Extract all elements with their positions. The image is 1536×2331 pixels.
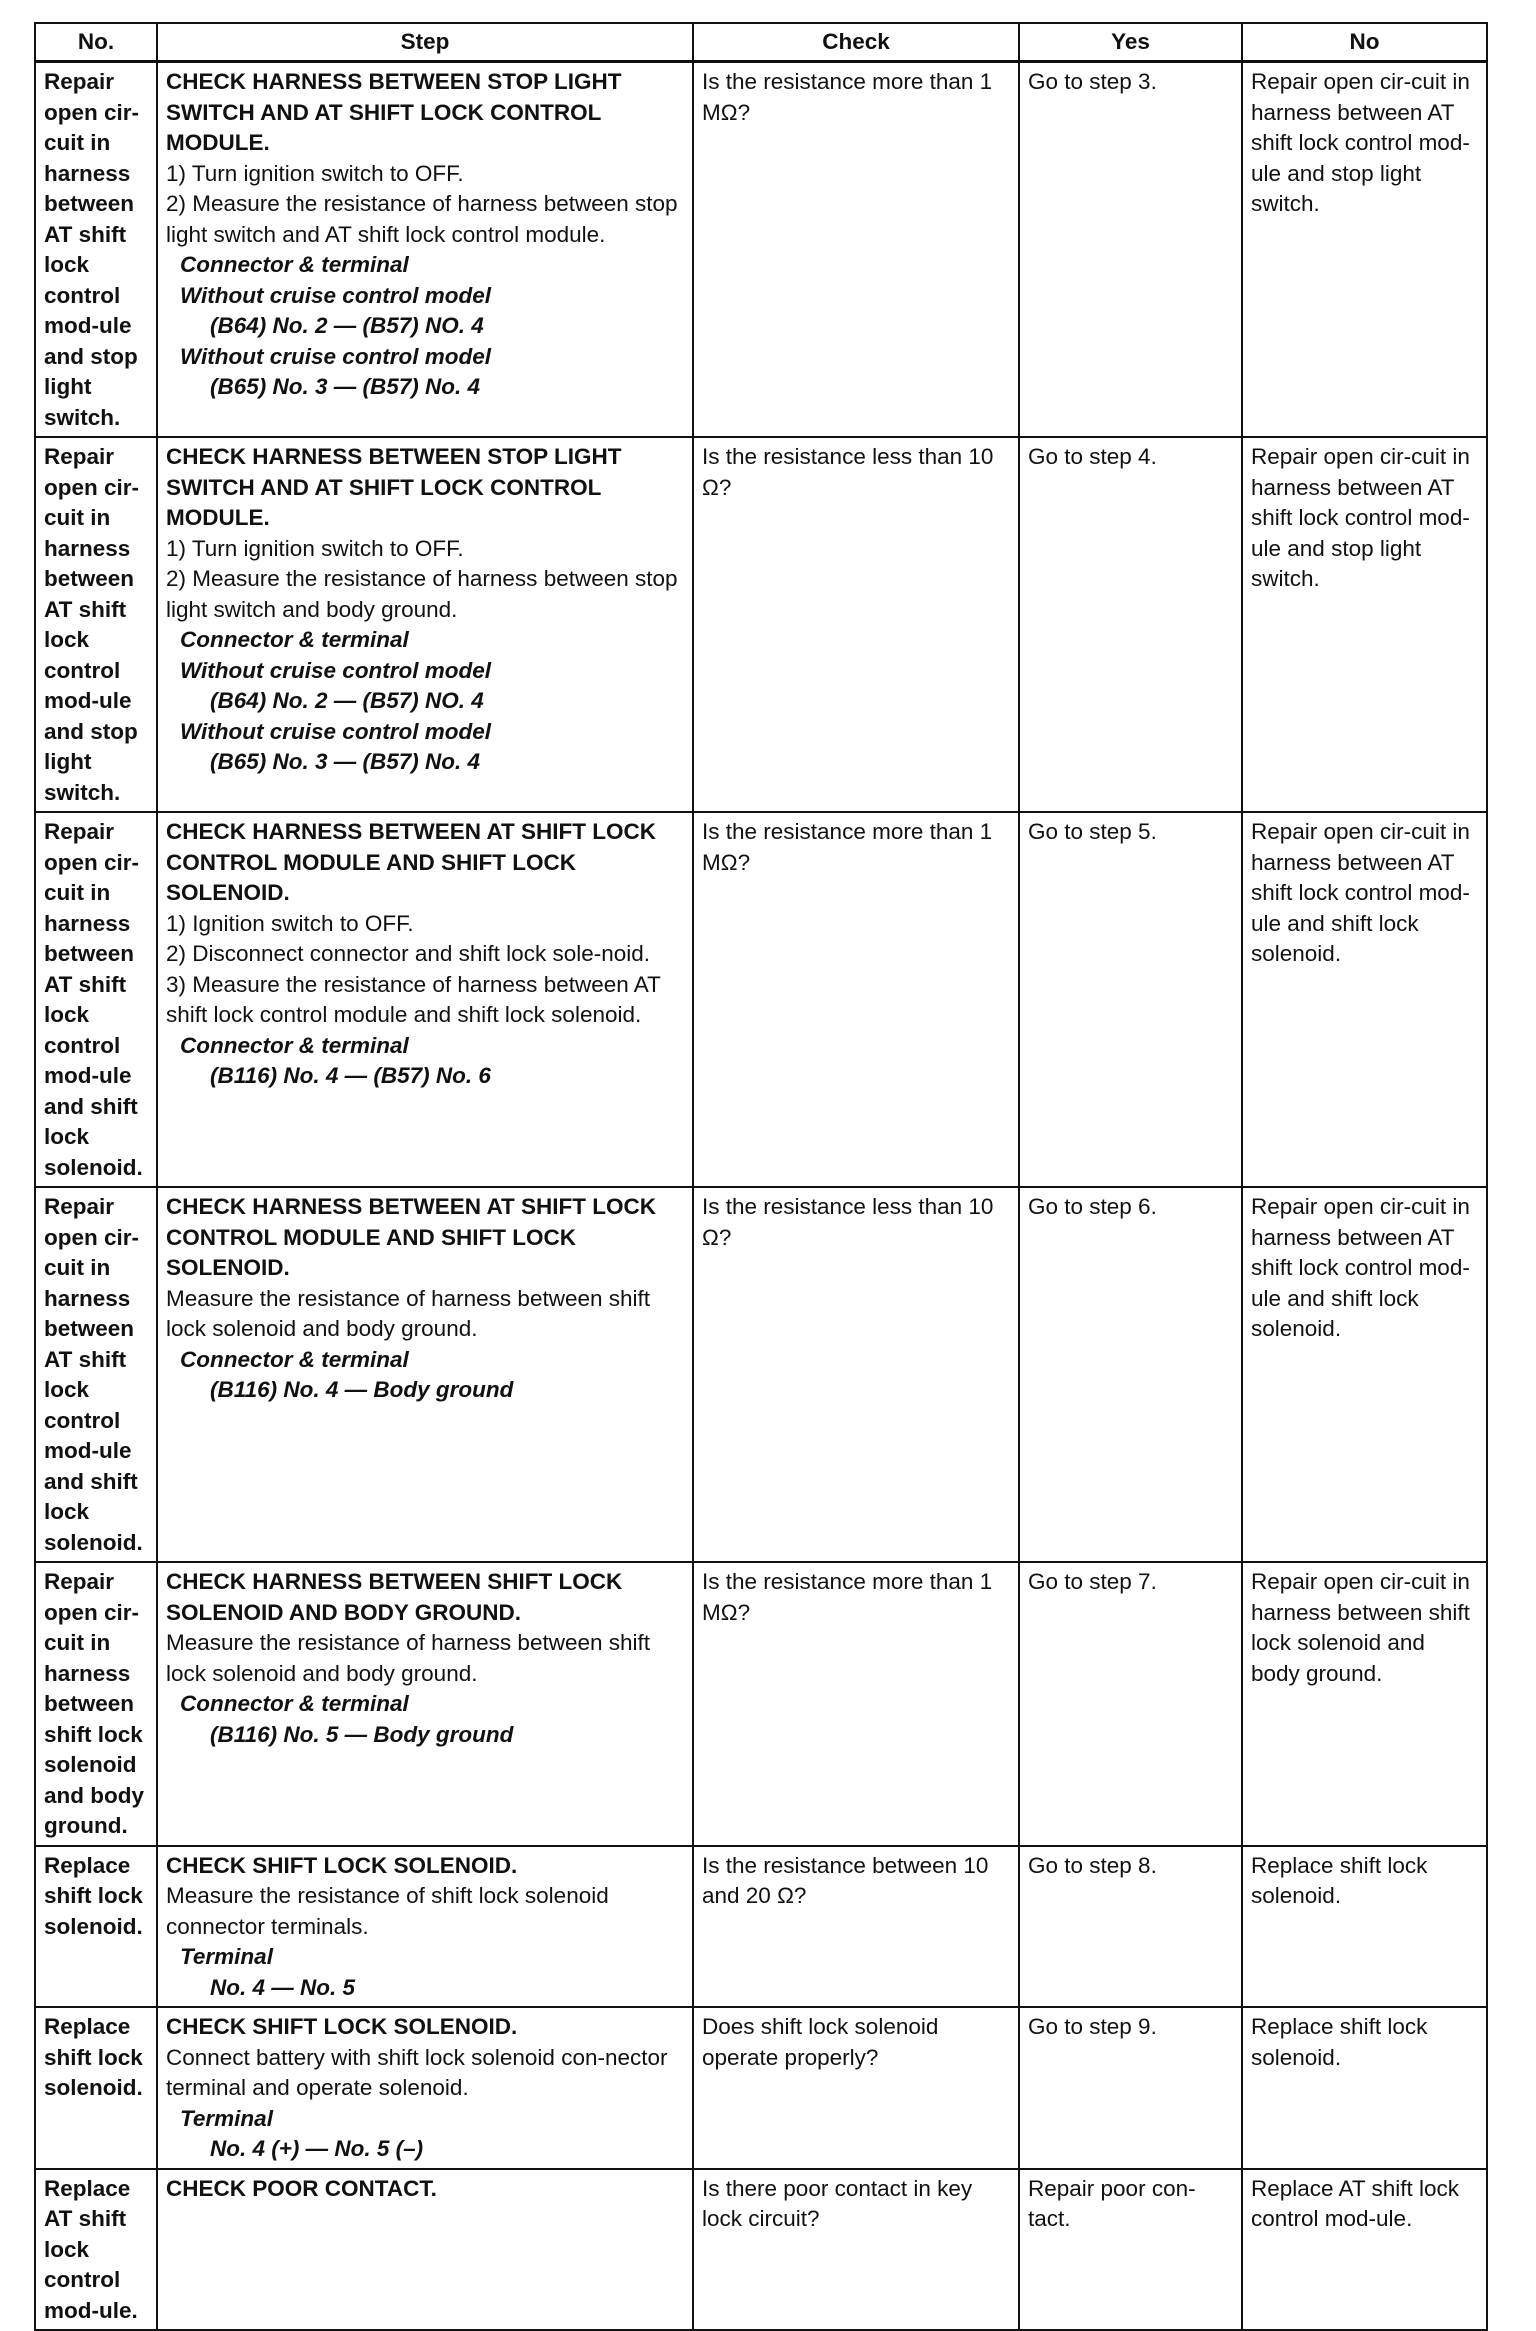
connector-spec: Without cruise control model [180,657,492,683]
step-cell [157,2007,693,2169]
header-step: Step [157,23,693,62]
connector-spec: Connector & terminal [180,1691,409,1716]
connector-spec: Without cruise control model [180,718,492,744]
connector-spec: (B64) No. 2 — (B57) NO. 4 [210,313,484,338]
connector-spec: (B65) No. 3 — (B57) No. 4 [210,374,481,399]
connector-spec: (B116) No. 4 — Body ground [210,1377,514,1402]
step-number: Replace shift lock solenoid. [35,2007,157,2169]
step-number: Repair open cir-cuit in harness between AT shift lock control mod-ule and stop light switch. [35,62,157,438]
step-number: Repair open cir-cuit in harness between AT shift lock control mod-ule and shift lock solenoid. [35,1187,157,1562]
check-question: Is there poor contact in key lock circuit? [693,2169,1019,2331]
table-body [35,62,1487,2331]
no-action: Repair open cir-cuit in harness between AT shift lock control mod-ule and shift lock solenoid. [1242,812,1487,1187]
yes-action: Go to step 8. [1019,1846,1242,2008]
yes-action: Go to step 9. [1019,2007,1242,2169]
table-row [35,1562,1487,1846]
step-instruction: 2) Measure the resistance of harness between stop light switch and AT shift lock control module. [166,191,684,247]
step-instruction: Measure the resistance of harness between shift lock solenoid and body ground. [166,1630,657,1686]
no-action: Repair open cir-cuit in harness between AT shift lock control mod-ule and stop light switch. [1242,62,1487,438]
step-instruction: 2) Disconnect connector and shift lock sole-noid. [166,941,651,966]
step-cell [157,2169,693,2331]
connector-spec: Terminal [180,2105,273,2131]
step-instruction: 3) Measure the resistance of harness between AT shift lock control module and shift lock solenoid. [166,971,667,1027]
check-question: Is the resistance more than 1 MΩ? [693,62,1019,438]
diagnostic-table [34,22,1488,2331]
step-instruction: Connect battery with shift lock solenoid con-nector terminal and operate solenoid. [166,2044,674,2100]
connector-spec: Connector & terminal [180,1032,409,1058]
no-action: Replace shift lock solenoid. [1242,1846,1487,2008]
yes-action: Go to step 5. [1019,812,1242,1187]
yes-action: Go to step 3. [1019,62,1242,438]
step-cell [157,62,693,438]
connector-spec: (B116) No. 5 — Body ground [210,1721,514,1747]
step-title: CHECK HARNESS BETWEEN AT SHIFT LOCK CONTROL MODULE AND SHIFT LOCK SOLENOID. [166,819,663,905]
step-instruction: Measure the resistance of harness between shift lock solenoid and body ground. [166,1285,657,1341]
yes-action: Repair poor con-tact. [1019,2169,1242,2331]
yes-action: Go to step 6. [1019,1187,1242,1562]
step-number: Repair open cir-cuit in harness between shift lock solenoid and body ground. [35,1562,157,1846]
connector-spec: Without cruise control model [180,343,492,369]
step-instruction: 2) Measure the resistance of harness between stop light switch and body ground. [166,566,684,622]
step-instruction: 1) Turn ignition switch to OFF. [166,535,464,561]
check-question: Is the resistance more than 1 MΩ? [693,1562,1019,1846]
check-question: Does shift lock solenoid operate properly? [693,2007,1019,2169]
step-instruction: 1) Turn ignition switch to OFF. [166,160,464,186]
step-cell [157,1846,693,2008]
yes-action: Go to step 7. [1019,1562,1242,1846]
check-question: Is the resistance between 10 and 20 Ω? [693,1846,1019,2008]
no-action: Replace AT shift lock control mod-ule. [1242,2169,1487,2331]
step-cell [157,812,693,1187]
step-title: CHECK HARNESS BETWEEN SHIFT LOCK SOLENOID AND BODY GROUND. [166,1569,629,1625]
header-no-result: No [1242,23,1487,62]
step-number: Replace AT shift lock control mod-ule. [35,2169,157,2331]
header-check: Check [693,23,1019,62]
step-cell [157,1187,693,1562]
table-row [35,62,1487,438]
header-yes: Yes [1019,23,1242,62]
no-action: Replace shift lock solenoid. [1242,2007,1487,2169]
yes-action: Go to step 4. [1019,437,1242,812]
table-row [35,1846,1487,2008]
connector-spec: (B64) No. 2 — (B57) NO. 4 [210,688,484,713]
table-row [35,2169,1487,2331]
table-row [35,2007,1487,2169]
step-title: CHECK POOR CONTACT. [166,2175,437,2201]
step-instruction: Measure the resistance of shift lock solenoid connector terminals. [166,1883,615,1939]
table-row [35,812,1487,1187]
step-number: Repair open cir-cuit in harness between AT shift lock control mod-ule and stop light switch. [35,437,157,812]
step-number: Replace shift lock solenoid. [35,1846,157,2008]
header-row [35,23,1487,62]
connector-spec: No. 4 (+) — No. 5 (–) [210,2136,424,2161]
connector-spec: No. 4 — No. 5 [210,1974,356,2000]
connector-spec: Without cruise control model [180,282,492,308]
step-title: CHECK SHIFT LOCK SOLENOID. [166,2014,518,2039]
table-row [35,437,1487,812]
table-row [35,1187,1487,1562]
check-question: Is the resistance more than 1 MΩ? [693,812,1019,1187]
step-instruction: 1) Ignition switch to OFF. [166,910,414,936]
connector-spec: Connector & terminal [180,1346,409,1372]
check-question: Is the resistance less than 10 Ω? [693,437,1019,812]
step-title: CHECK SHIFT LOCK SOLENOID. [166,1852,518,1878]
connector-spec: Connector & terminal [180,252,409,277]
step-title: CHECK HARNESS BETWEEN AT SHIFT LOCK CONTROL MODULE AND SHIFT LOCK SOLENOID. [166,1194,663,1280]
no-action: Repair open cir-cuit in harness between AT shift lock control mod-ule and stop light switch. [1242,437,1487,812]
connector-spec: Terminal [180,1944,273,1969]
connector-spec: (B116) No. 4 — (B57) No. 6 [210,1063,491,1088]
step-title: CHECK HARNESS BETWEEN STOP LIGHT SWITCH AND AT SHIFT LOCK CONTROL MODULE. [166,444,628,530]
step-number: Repair open cir-cuit in harness between AT shift lock control mod-ule and shift lock solenoid. [35,812,157,1187]
step-cell [157,437,693,812]
connector-spec: (B65) No. 3 — (B57) No. 4 [210,749,481,774]
step-cell [157,1562,693,1846]
no-action: Repair open cir-cuit in harness between shift lock solenoid and body ground. [1242,1562,1487,1846]
step-title: CHECK HARNESS BETWEEN STOP LIGHT SWITCH AND AT SHIFT LOCK CONTROL MODULE. [166,69,628,155]
no-action: Repair open cir-cuit in harness between AT shift lock control mod-ule and shift lock solenoid. [1242,1187,1487,1562]
connector-spec: Connector & terminal [180,627,409,652]
header-no: No. [35,23,157,62]
check-question: Is the resistance less than 10 Ω? [693,1187,1019,1562]
